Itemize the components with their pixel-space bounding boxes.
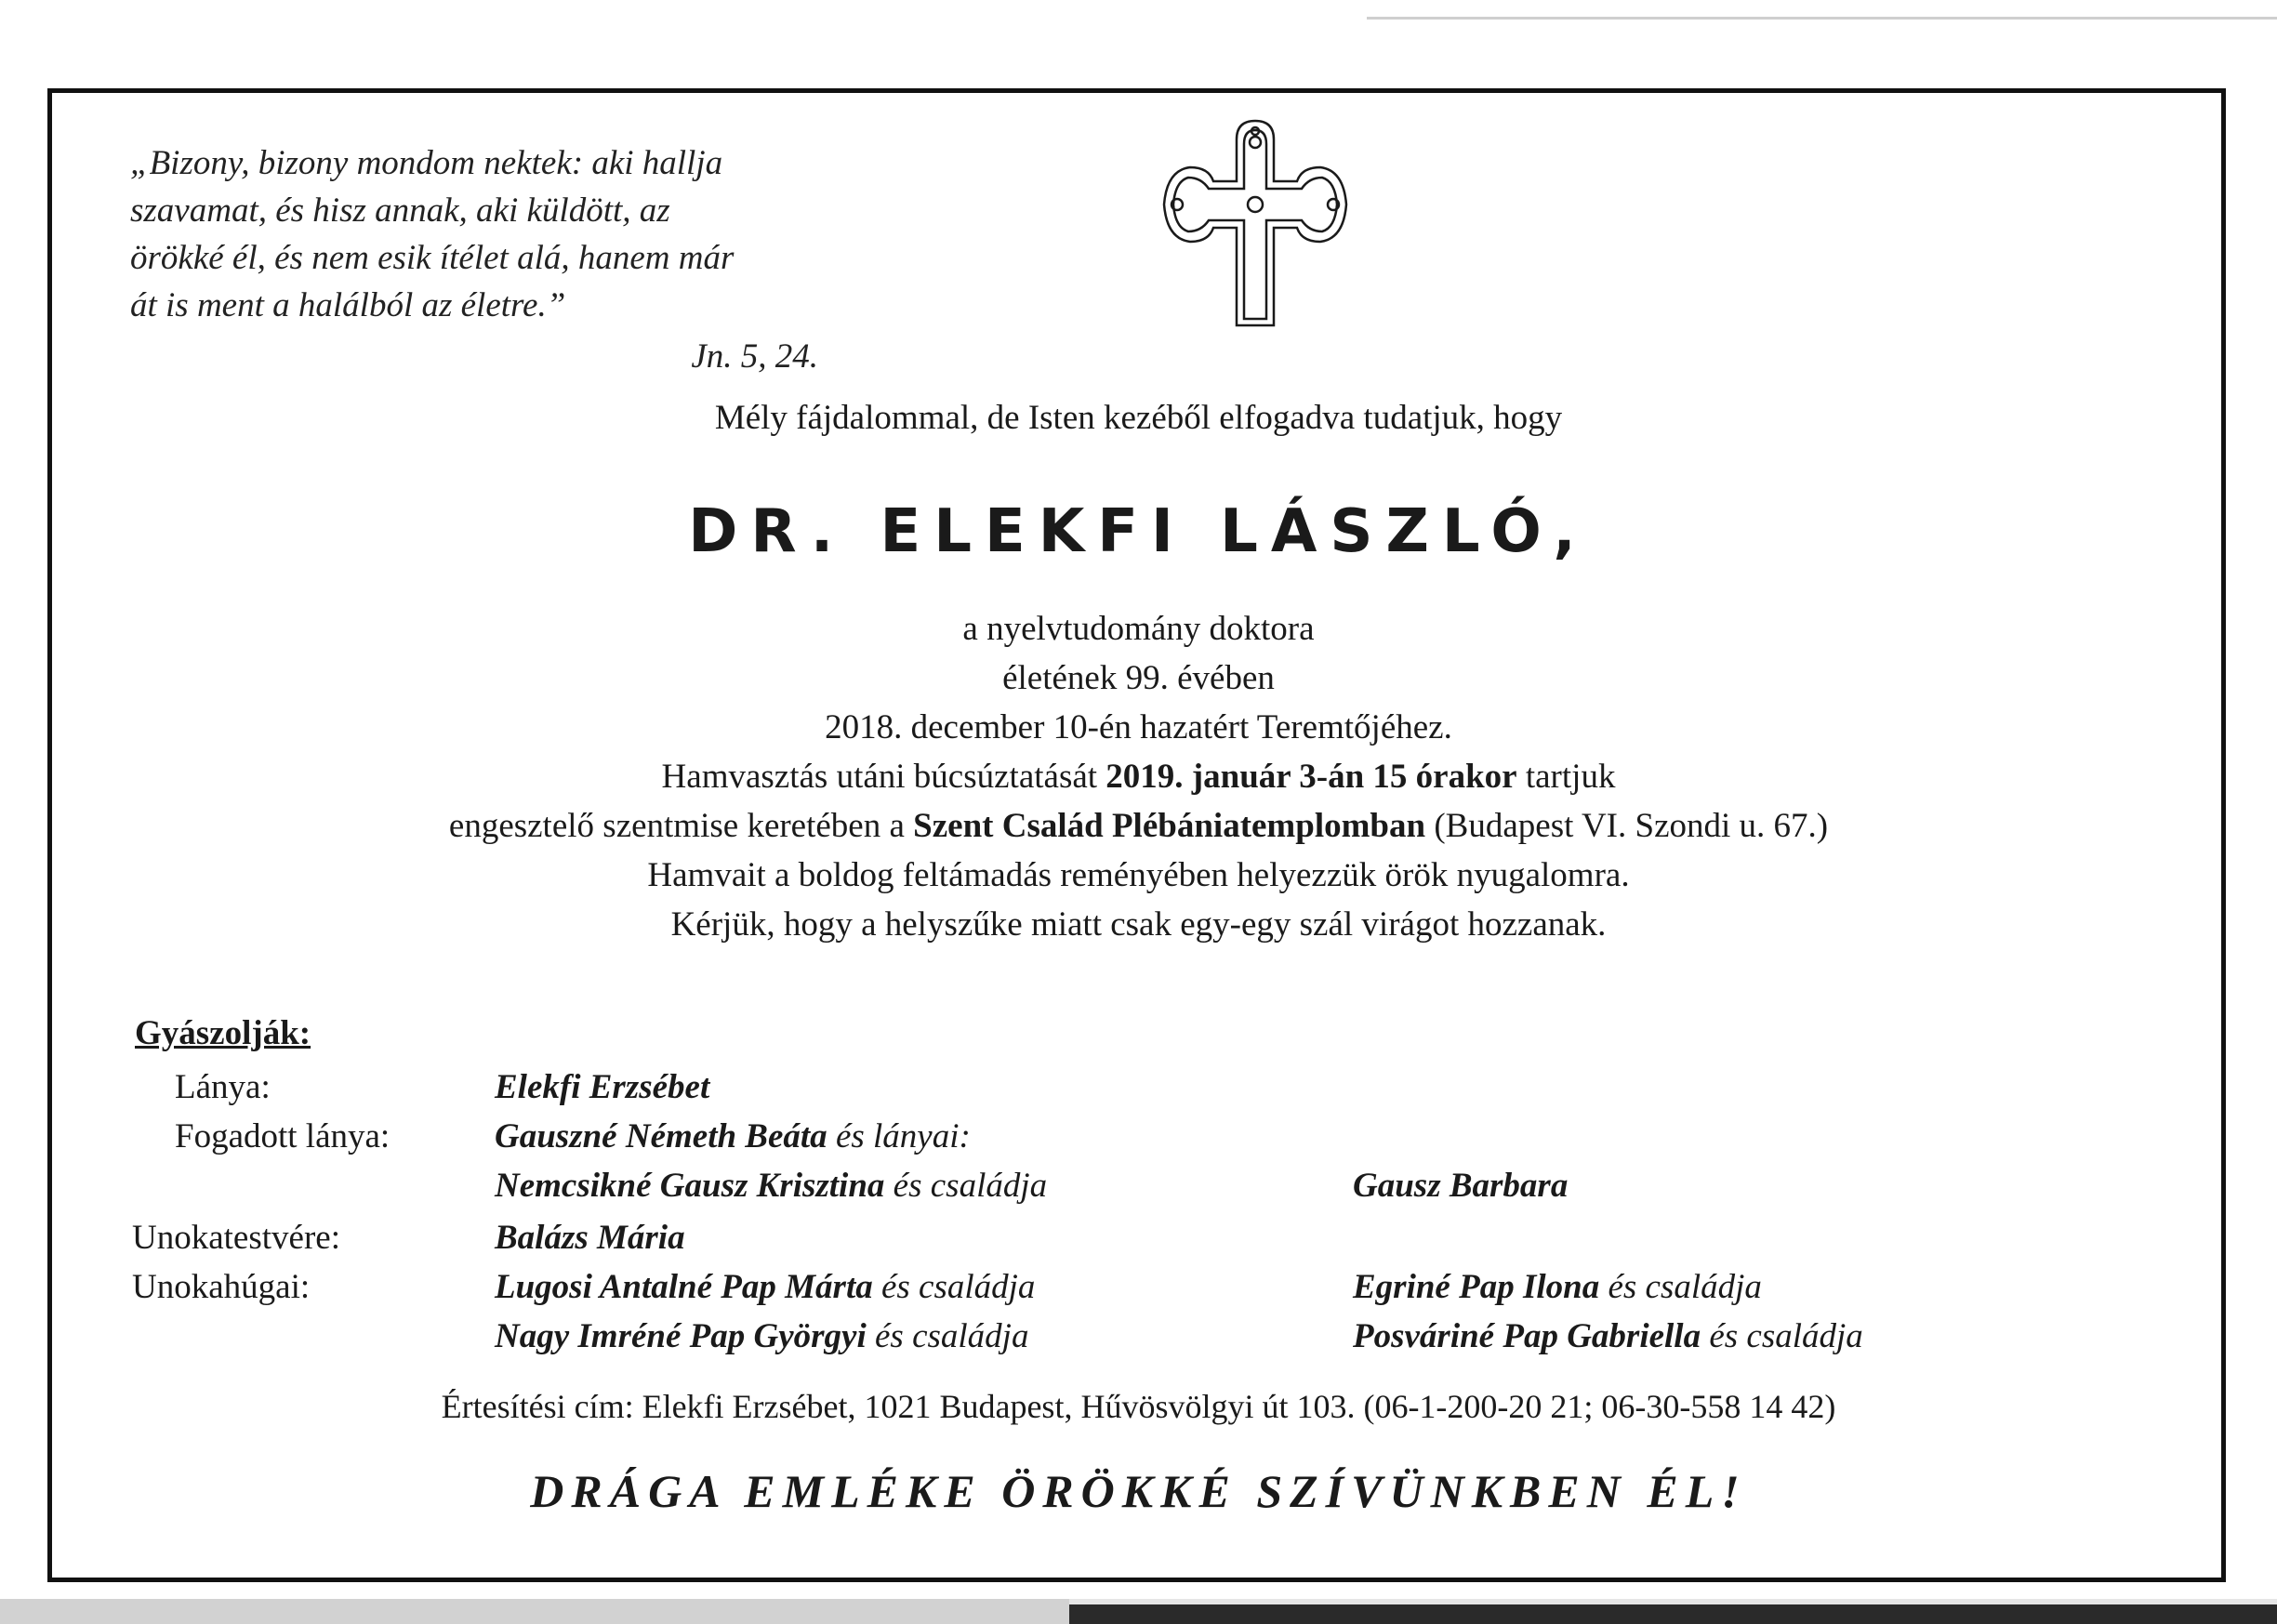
mourner-entry: Nagy Imréné Pap Györgyi és családja [495, 1317, 1029, 1355]
mourner-name: Elekfi Erzsébet [495, 1068, 710, 1106]
funeral-place-line: engesztelő szentmise keretében a Szent Család Plébániatemplomban (Budapest VI. Szondi u. 67.) [448, 807, 1829, 845]
mourner-name: Posváriné Pap Gabriella [1353, 1317, 1701, 1355]
flowers-request-line: Kérjük, hogy a helyszűke miatt csak egy-egy szál virágot hozzanak. [670, 905, 1607, 944]
deceased-name: DR. ELEKFI LÁSZLÓ, [688, 497, 1589, 566]
age-line: életének 99. évében [1002, 659, 1275, 697]
quote-line: át is ment a halálból az életre.” [130, 286, 566, 324]
role-daughter: Lánya: [175, 1068, 271, 1106]
bible-quote [130, 139, 837, 380]
mourner-name: Gauszné Németh Beáta [495, 1117, 827, 1155]
mourners-heading: Gyászolják: [135, 1014, 311, 1052]
role-foster-daughter: Fogadott lánya: [175, 1117, 391, 1155]
burial-line: Hamvait a boldog feltámadás reményében helyezzük örök nyugalomra. [647, 856, 1630, 894]
quote-line: örökké él, és nem esik ítélet alá, hanem már [130, 239, 735, 277]
mourner-name: Balázs Mária [495, 1219, 685, 1257]
title-line: a nyelvtudomány doktora [962, 610, 1315, 648]
announcement-body [0, 604, 2277, 949]
mourner-name: Lugosi Antalné Pap Márta [495, 1268, 873, 1306]
mourner-entry: Posváriné Pap Gabriella és családja [1353, 1317, 1863, 1355]
funeral-datetime: 2019. január 3-án 15 órakor [1105, 758, 1517, 796]
mourner-entry: Nemcsikné Gausz Krisztina és családja [495, 1167, 1048, 1205]
mourner-entry: Gauszné Németh Beáta és lányai: [495, 1117, 971, 1155]
quote-line: szavamat, és hisz annak, aki küldött, az [130, 191, 670, 230]
closing-line: DRÁGA EMLÉKE ÖRÖKKÉ SZÍVÜNKBEN ÉL! [530, 1465, 1747, 1517]
scan-shadow [0, 1599, 1069, 1624]
contact-notice: Értesítési cím: Elekfi Erzsébet, 1021 Budapest, Hűvösvölgyi út 103. (06-1-200-20 21; 06-30-558 14 42) [441, 1388, 1836, 1425]
mourner-name: Gausz Barbara [1353, 1167, 1569, 1205]
mourner-entry: Lugosi Antalné Pap Márta és családja [495, 1268, 1036, 1306]
mourner-name: Egriné Pap Ilona [1353, 1268, 1600, 1306]
quote-line: „Bizony, bizony mondom nektek: aki hallja [130, 144, 723, 182]
role-cousin-grandchild: Unokatestvére: [132, 1219, 340, 1257]
quote-reference: Jn. 5, 24. [691, 337, 818, 376]
church-name: Szent Család Plébániatemplomban [913, 807, 1426, 845]
cross-icon [1144, 116, 1367, 330]
mourner-name: Nagy Imréné Pap Györgyi [495, 1317, 867, 1355]
scan-edge-top [1367, 17, 2277, 20]
intro-line: Mély fájdalommal, de Isten kezéből elfogadva tudatjuk, hogy [714, 399, 1563, 437]
funeral-time-line: Hamvasztás utáni búcsúztatását 2019. január 3-án 15 órakor tartjuk [661, 758, 1616, 796]
death-date-line: 2018. december 10-én hazatért Teremtőjéhez. [825, 708, 1452, 746]
role-grandnieces: Unokahúgai: [132, 1268, 311, 1306]
scan-shadow-dark [1069, 1604, 2277, 1624]
scan-edge-bottom [0, 1599, 2277, 1624]
mourner-name: Nemcsikné Gausz Krisztina [495, 1167, 885, 1205]
mourner-entry: Egriné Pap Ilona és családja [1353, 1268, 1762, 1306]
